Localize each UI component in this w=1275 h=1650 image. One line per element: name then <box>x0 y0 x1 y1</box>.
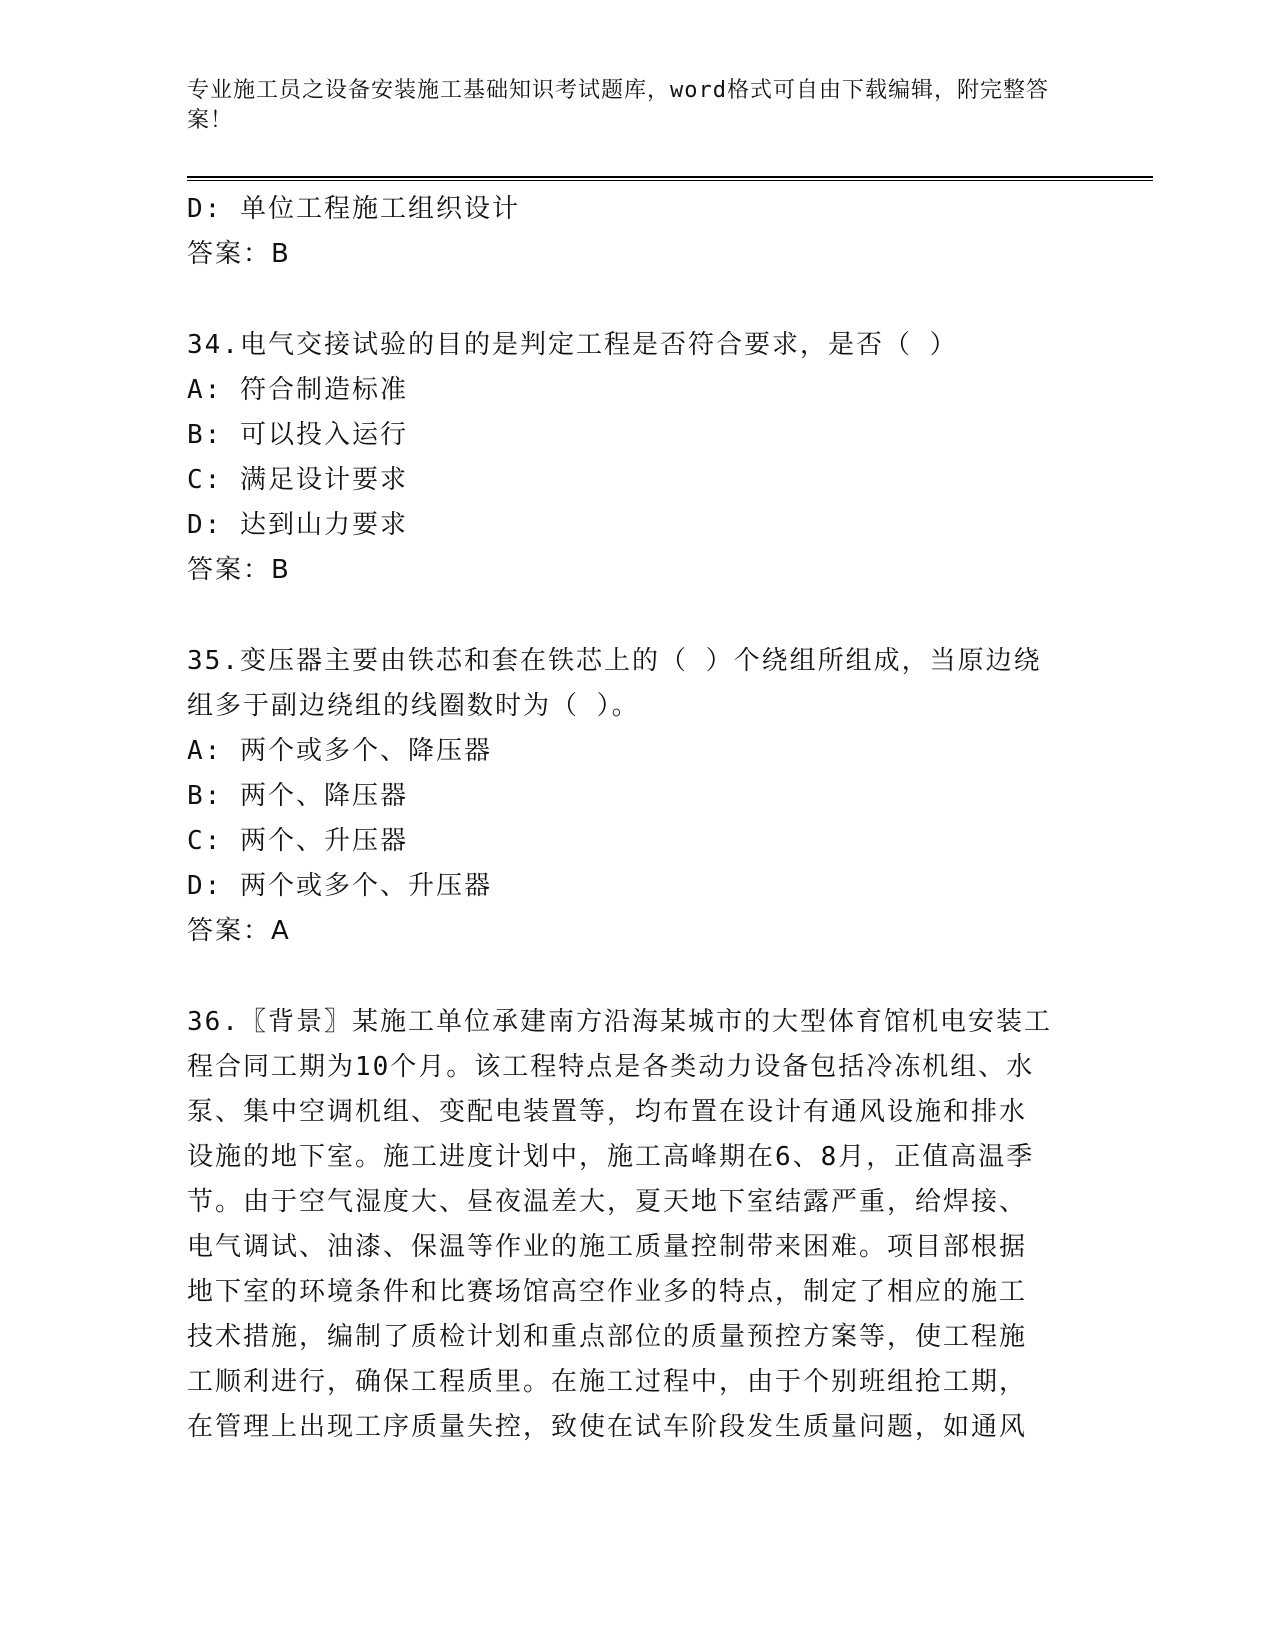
q36-stem-line-7: 地下室的环境条件和比赛场馆高空作业多的特点，制定了相应的施工 <box>187 1277 1028 1307</box>
q35-answer: 答案：A <box>187 916 291 946</box>
q36-stem-line-10: 在管理上出现工序质量失控，致使在试车阶段发生质量问题，如通风 <box>187 1412 1028 1442</box>
header-divider <box>187 176 1153 181</box>
q35-option-b: B: 两个、降压器 <box>187 781 408 811</box>
q35-stem-line-1: 35.变压器主要由铁芯和套在铁芯上的（ ）个绕组所组成，当原边绕 <box>187 646 1042 676</box>
spacer <box>187 954 1067 1000</box>
q34-option-c: C: 满足设计要求 <box>187 465 408 495</box>
q35-stem-line-2: 组多于副边绕组的线圈数时为（ ）。 <box>187 691 640 721</box>
q36-stem-line-5: 节。由于空气湿度大、昼夜温差大，夏天地下室结露严重，给焊接、 <box>187 1187 1028 1217</box>
q36-stem-line-8: 技术措施，编制了质检计划和重点部位的质量预控方案等，使工程施 <box>187 1322 1028 1352</box>
q34-answer: 答案：B <box>187 555 291 585</box>
question-content <box>187 187 1067 1450</box>
q35-option-d: D: 两个或多个、升压器 <box>187 871 492 901</box>
q36-stem-line-9: 工顺利进行，确保工程质里。在施工过程中，由于个别班组抢工期， <box>187 1367 1028 1397</box>
q34-stem: 34.电气交接试验的目的是判定工程是否符合要求，是否（ ） <box>187 330 958 360</box>
q34-option-a: A: 符合制造标准 <box>187 375 408 405</box>
q36-stem-line-2: 程合同工期为10个月。该工程特点是各类动力设备包括冷冻机组、水 <box>187 1052 1035 1082</box>
q36-stem-line-3: 泵、集中空调机组、变配电装置等，均布置在设计有通风设施和排水 <box>187 1097 1028 1127</box>
q36-stem-line-6: 电气调试、油漆、保温等作业的施工质量控制带来困难。项目部根据 <box>187 1232 1028 1262</box>
q34-option-d: D: 达到山力要求 <box>187 510 408 540</box>
spacer <box>187 277 1067 323</box>
q33-answer: 答案：B <box>187 239 291 269</box>
q36-stem-line-4: 设施的地下室。施工进度计划中，施工高峰期在6、8月，正值高温季 <box>187 1142 1035 1172</box>
q35-option-a: A: 两个或多个、降压器 <box>187 736 492 766</box>
q35-option-c: C: 两个、升压器 <box>187 826 408 856</box>
q34-option-b: B: 可以投入运行 <box>187 420 408 450</box>
page-header-text: 专业施工员之设备安装施工基础知识考试题库，word格式可自由下载编辑，附完整答案！ <box>187 78 1049 133</box>
q36-stem-line-1: 36.〖背景〗某施工单位承建南方沿海某城市的大型体育馆机电安装工 <box>187 1007 1052 1037</box>
spacer <box>187 593 1067 639</box>
q33-option-d: D: 单位工程施工组织设计 <box>187 194 520 224</box>
